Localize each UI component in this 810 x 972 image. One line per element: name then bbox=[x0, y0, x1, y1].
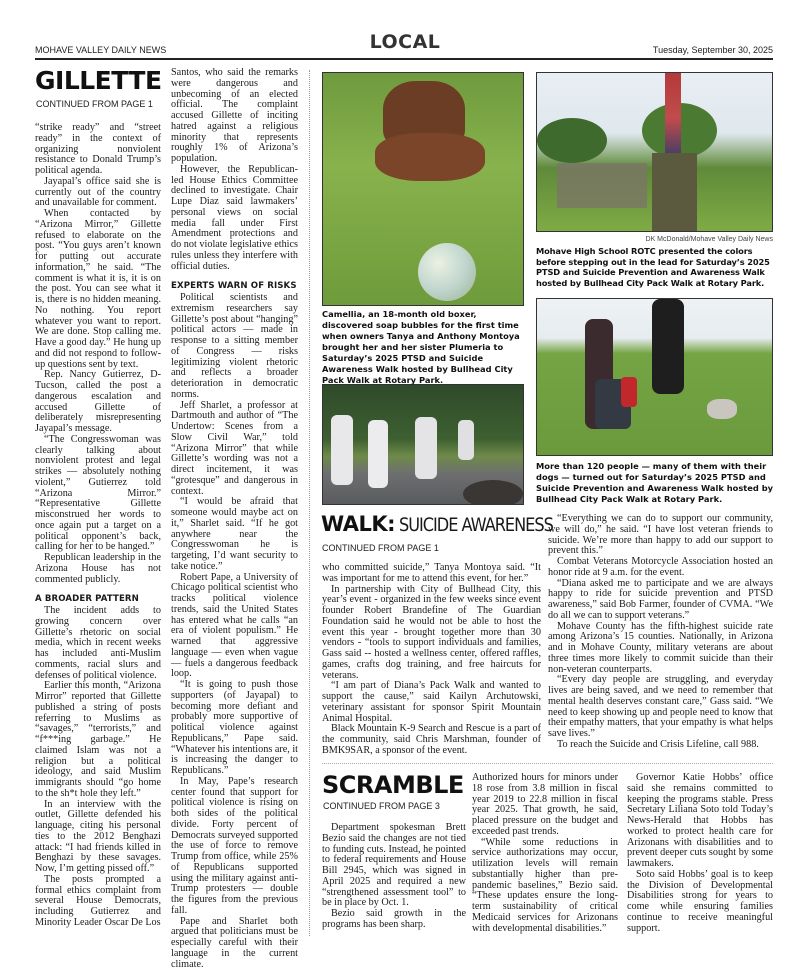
paragraph: Combat Veterans Motorcycle Association hosted an honor ride at 9 a.m. for the event. bbox=[548, 556, 773, 578]
paragraph: “I would be afraid that someone would maybe act on it,” Sharlet said. “If he got anywhere near the Congresswoman he is targeting, I’d want security to take notice.” bbox=[171, 496, 298, 572]
paragraph: However, the Republican-led House Ethics Committee declined to investigate. Chair Lupe Diaz said lawmakers’ personal views on social media fall under First Amendment protections and do not violate legislative ethics rules unless they interfere with official duties. bbox=[171, 163, 298, 272]
gillette-column-2 bbox=[171, 68, 298, 970]
paragraph: who committed suicide,” Tanya Montoya said. “It was important for me to attend this event, for her.” bbox=[322, 562, 541, 584]
paragraph: Republican leadership in the Arizona House has not commented publicly. bbox=[35, 552, 161, 585]
paragraph: Soto said Hobbs’ goal is to keep the Division of Developmental Disabilities strong for years to come while ensuring families continue to receive meaningful support. bbox=[627, 868, 773, 934]
walk-column-2 bbox=[548, 514, 773, 751]
scramble-column-1 bbox=[322, 823, 466, 931]
paragraph: In May, Pape’s research center found that support for political violence is rising on both sides of the political divide. Forty percent of Democrats surveyed supported the use of force to remove Trump from office, while 25% of Republicans supported using the military against anti-Trump protesters — double the figures from the previous fall. bbox=[171, 775, 298, 916]
walk-headline-bold: WALK: bbox=[321, 512, 396, 536]
walkers-photo bbox=[322, 384, 524, 505]
newspaper-name: MOHAVE VALLEY DAILY NEWS bbox=[35, 45, 167, 55]
paragraph: “Everything we can do to support our community, we will do,” he said. “I have lost veteran friends to suicide. We’re more than happy to add our support to prevent this.” bbox=[548, 513, 773, 557]
section-title: LOCAL bbox=[369, 31, 441, 53]
paragraph: The incident adds to growing concern over Gillette’s rhetoric on social media, which in recent weeks has included anti-Muslim comments, racial slurs and defenses of political violence. bbox=[35, 605, 161, 681]
header-rule bbox=[35, 58, 773, 60]
family-photo-caption: More than 120 people — many of them with their dogs — turned out for Saturday’s 2025 PTSD and Suicide Prevention and Awareness Walk hosted by Bullhead City Pack Walk at Rotary Park. bbox=[536, 461, 774, 504]
subheading: A BROADER PATTERN bbox=[35, 594, 139, 605]
story-divider bbox=[322, 763, 773, 764]
paragraph: “It is going to push those supporters (of Jayapal) to becoming more defiant and probably more supportive of political violence against Republicans,” Pape said. “Whatever his intentions are, it is increasing the danger to Republicans.” bbox=[171, 679, 299, 776]
rotc-photo-caption: Mohave High School ROTC presented the colors before stepping out in the lead for Saturday’s 2025 PTSD and Suicide Prevention and Awareness Walk hosted by Bullhead City Pack Walk at Rotary Park. bbox=[536, 246, 770, 288]
paragraph: To reach the Suicide and Crisis Lifeline, call 988. bbox=[557, 738, 759, 750]
issue-date: Tuesday, September 30, 2025 bbox=[652, 45, 773, 55]
paragraph: “Diana asked me to participate and we are always happy to ride for suicide prevention and PTSD awareness,” said Bob Farmer, founder of CVMA. “We do all we can to support veterans.” bbox=[548, 577, 773, 621]
subheading: EXPERTS WARN OF RISKS bbox=[171, 281, 297, 292]
paragraph: Bezio said growth in the programs has been sharp. bbox=[322, 908, 466, 930]
paragraph: “While some reductions in service authorizations may occur, utilization levels will remain substantially higher than pre-pandemic baselines,” Bezio said. “These updates ensure the long-term sustainability of critical Medicaid services for Arizonans with developmental disabilities.” bbox=[472, 836, 618, 934]
photo-credit: DK McDonald/Mohave Valley Daily News bbox=[645, 236, 773, 243]
paragraph: Earlier this month, “Arizona Mirror” reported that Gillette published a string of posts referring to Muslims as “savages,” “terrorists,” and “f***ing garbage.” He claimed Islam was not a religion but a political ideology, and said Muslim immigrants should “go home to the sh*t hole they left.” bbox=[35, 680, 161, 799]
paragraph: Pape and Sharlet both argued that politicians must be especially careful with their language in the current climate. bbox=[171, 915, 298, 970]
paragraph: Governor Katie Hobbs’ office said she remains committed to keeping the programs stable. Press Secretary Liliana Soto told Today’s News-Herald that Hobbs has worked to protect health care for Arizonans with disabilities and to prevent deeper cuts sought by some lawmakers. bbox=[627, 772, 773, 869]
paragraph: Rep. Nancy Gutierrez, D-Tucson, called the post a dangerous escalation and accused Gillette of deliberately misrepresenting Jayapal’s message. bbox=[35, 369, 161, 434]
rotc-color-guard-photo bbox=[536, 72, 773, 232]
paragraph: Jayapal’s office said she is currently out of the country and unavailable for comment. bbox=[35, 175, 161, 209]
paragraph: The posts prompted a formal ethics complaint from several House Democrats, including Gutierrez and Minority Leader Oscar De Los bbox=[35, 873, 161, 928]
paragraph: In partnership with City of Bullhead City, this year’s event - organized in the few weeks since event founder Robert Brandefine of The Guardian Foundation said he would not be able to host the event this year - brought together more than 30 vendors - “tools to support individuals and families, Gass said -- hosted a wellness center, offered raffles, games, crafts dog training, and free haircuts for veterans. bbox=[322, 583, 541, 681]
paragraph: Santos, who said the remarks were dangerous and unbecoming of an elected official. The complaint accused Gillette of inciting hatred against a religious minority that represents roughly 1% of Arizona’s population. bbox=[171, 67, 298, 164]
paragraph: “The Congresswoman was clearly talking about nonviolent protest and legal strikes — absolutely nothing violent,” Gutierrez told “Arizona Mirror.” “Representative Gillette misconstrued her words to once again put a target on a political opponent’s back, calling for her to be hanged.” bbox=[35, 433, 161, 553]
walk-continued: CONTINUED FROM PAGE 1 bbox=[322, 543, 439, 553]
paragraph: “I am part of Diana’s Pack Walk and wanted to support the cause,” said Kailyn Archutowski, veterinary assistant for sponsor Spirit Mountain Animal Hospital. bbox=[322, 680, 541, 724]
paragraph: When contacted by “Arizona Mirror,” Gillette refused to elaborate on the post. “You guys aren’t known for putting out accurate information,” he said. “The comment is what it is, it is on the post. You can see what it is, there is no hidden meaning. No nothing. You report whatever you want to report. We are done. Stop calling me. Have a good day.” He hung up and did not respond to follow-up questions sent by text. bbox=[35, 208, 161, 370]
scramble-column-3 bbox=[627, 773, 773, 934]
paragraph: Robert Pape, a University of Chicago political scientist who tracks political violence trends, said the United States has entered what he calls “an era of violent populism.” He warned that aggressive language — even when vague — fuels a dangerous feedback loop. bbox=[171, 571, 298, 680]
paragraph: “Every day people are struggling, and everyday lives are being saved, and we need to remember that mental health deserves constant care,” Gass said. “We need to keep showing up and people need to know that their empathy matters, that your empathy is what helps save lives.” bbox=[548, 674, 773, 739]
scramble-column-2 bbox=[472, 773, 618, 934]
paragraph: Political scientists and extremism researchers say Gillette’s post about “hanging” political actors — made in response to a sitting member of Congress — risks legitimizing violent rhetoric and reflects a broader deterioration in democratic norms. bbox=[171, 292, 298, 400]
paragraph: Department spokesman Brett Bezio said the changes are not tied to funding cuts. Instead, he pointed to federal requirements and House Bill 2945, which was signed in April 2025 and required a new “strengthened assessment tool” to be in place by Oct. 1. bbox=[322, 822, 466, 909]
boxer-dog-photo bbox=[322, 72, 524, 306]
walk-headline-rest: SUICIDE AWARENESS bbox=[399, 514, 553, 536]
paragraph: Mohave County has the fifth-highest suicide rate among Arizona’s 15 counties. Nationally, in Arizona and in Mohave County, military veterans are about three times more likely to commit suicide than their non-veteran counterparts. bbox=[548, 620, 773, 675]
walk-column-1 bbox=[322, 563, 541, 757]
gillette-headline: GILLETTE bbox=[35, 66, 162, 95]
gillette-continued: CONTINUED FROM PAGE 1 bbox=[36, 99, 153, 109]
paragraph: In an interview with the outlet, Gillette defended his language, citing his personal ties to the 2012 Benghazi attack: “I had friends killed in Benghazi by these savages. Now, I’m getting pissed off.” bbox=[35, 798, 161, 874]
family-walk-photo bbox=[536, 298, 773, 456]
dog-photo-caption: Camellia, an 18-month old boxer, discovered soap bubbles for the first time when owners Tanya and Anthony Montoya brought her and her sister Plumeria to Saturday’s 2025 PTSD and Suicide Awareness Walk hosted by Bullhead City Pack Walk at Rotary Park. bbox=[322, 309, 520, 385]
paragraph: “strike ready” and “street ready” in the context of organizing nonviolent resistance to Donald Trump’s political agenda. bbox=[35, 122, 161, 176]
paragraph: Jeff Sharlet, a professor at Dartmouth and author of “The Undertow: Scenes from a Slow Civil War,” told “Arizona Mirror” that while Gillette’s wording was not a direct incitement, it was “grotesque” and dangerous in context. bbox=[171, 399, 298, 497]
gillette-column-1 bbox=[35, 123, 161, 929]
scramble-headline: SCRAMBLE bbox=[322, 771, 464, 799]
paragraph: Black Mountain K-9 Search and Rescue is a part of the community, said Chris Marshman, founder of BMK9SAR, a sponsor of the event. bbox=[322, 723, 541, 756]
walk-headline bbox=[321, 512, 580, 536]
paragraph: Authorized hours for minors under 18 rose from 3.8 million in fiscal year 2019 to 22.8 million in fiscal year 2025. That growth, he said, placed pressure on the budget and exceeded past trends. bbox=[472, 772, 618, 837]
scramble-continued: CONTINUED FROM PAGE 3 bbox=[323, 801, 440, 811]
column-divider bbox=[309, 70, 310, 936]
